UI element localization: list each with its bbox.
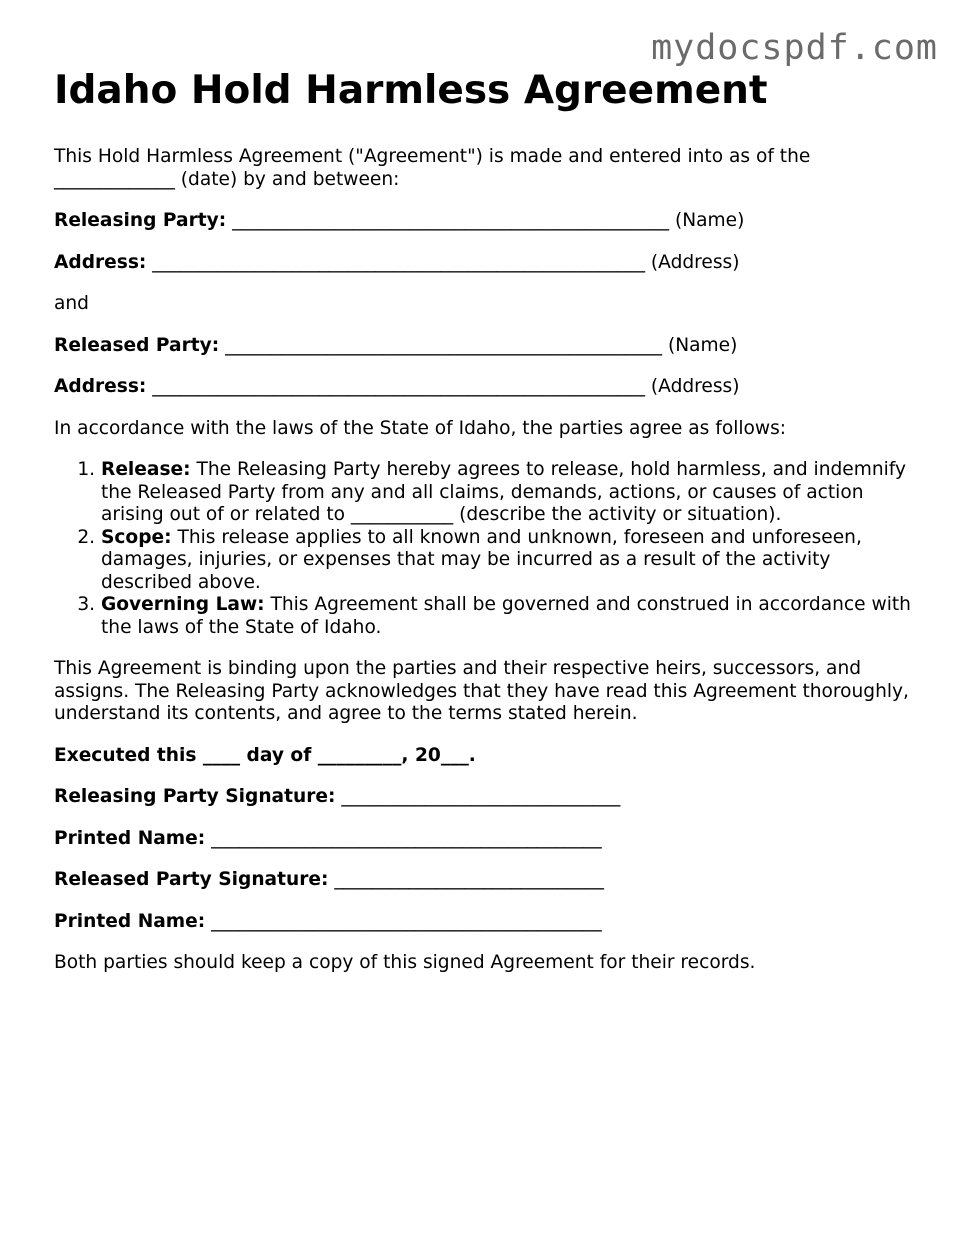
releasing-signature-blank: ______________________________ (335, 786, 621, 807)
printed-name-label: Printed Name: (54, 827, 206, 849)
clause-list (54, 459, 924, 639)
released-signature-line (54, 869, 924, 892)
released-party-blank: _______________________________________________ (Name) (219, 334, 738, 356)
executed-line (54, 745, 924, 768)
binding-paragraph: This Agreement is binding upon the parties and their respective heirs, successors, and assigns. The Releasing Party acknowledges that they have read this Agreement thoroughly, understand its contents, and agree to the terms stated herein. (54, 658, 909, 724)
document-title: Idaho Hold Harmless Agreement (54, 68, 768, 113)
printed-name-line-2 (54, 911, 924, 934)
releasing-party-label: Releasing Party: (54, 210, 227, 231)
printed-name-blank: __________________________________________ (205, 910, 602, 932)
released-address-label: Address: (54, 376, 147, 397)
clause-text: The Releasing Party hereby agrees to release, hold harmless, and indemnify the Released Party from any and all claims, demands, actions, or causes of action arising out of or related to ___________ (describe the activity or situation). (101, 459, 907, 525)
released-signature-label: Released Party Signature: (54, 869, 329, 890)
intro-paragraph: This Hold Harmless Agreement ("Agreement") is made and entered into as of the _____________ (date) by and between: (54, 146, 811, 190)
clause-item-scope (101, 527, 924, 595)
printed-name-blank: __________________________________________ (205, 827, 602, 849)
clause-label: Governing Law: (101, 594, 265, 615)
releasing-address-label: Address: (54, 251, 147, 273)
released-signature-blank: _____________________________ (328, 869, 604, 890)
agreement-lead-in: In accordance with the laws of the State of Idaho, the parties agree as follows: (54, 417, 787, 439)
printed-name-line-1 (54, 828, 924, 851)
clause-text: This release applies to all known and unknown, foreseen and unforeseen, damages, injuries, or expenses that may be incurred as a result of the activity described above. (101, 526, 862, 593)
clause-label: Release: (101, 459, 191, 480)
releasing-signature-line (54, 786, 924, 809)
watermark: mydocspdf.com (651, 28, 938, 68)
released-party-line (54, 335, 924, 358)
releasing-address-line (54, 252, 924, 275)
releasing-signature-label: Releasing Party Signature: (54, 786, 336, 807)
released-address-blank: _____________________________________________________ (Address) (146, 376, 740, 397)
footer-note: Both parties should keep a copy of this signed Agreement for their records. (54, 952, 756, 973)
clause-label: Scope: (101, 526, 172, 548)
clause-item-release (101, 459, 924, 527)
executed-text: Executed this ____ day of _________, 20___. (54, 744, 476, 766)
printed-name-label: Printed Name: (54, 910, 206, 932)
releasing-party-line (54, 210, 924, 233)
document-page (54, 62, 924, 994)
clause-text: This Agreement shall be governed and construed in accordance with the laws of the State of Idaho. (101, 594, 911, 638)
releasing-party-blank: _______________________________________________ (Name) (226, 210, 745, 231)
clause-item-governing-law (101, 594, 924, 639)
releasing-address-blank: _____________________________________________________ (Address) (146, 251, 740, 273)
and-text: and (54, 293, 89, 314)
released-address-line (54, 376, 924, 399)
released-party-label: Released Party: (54, 334, 220, 356)
